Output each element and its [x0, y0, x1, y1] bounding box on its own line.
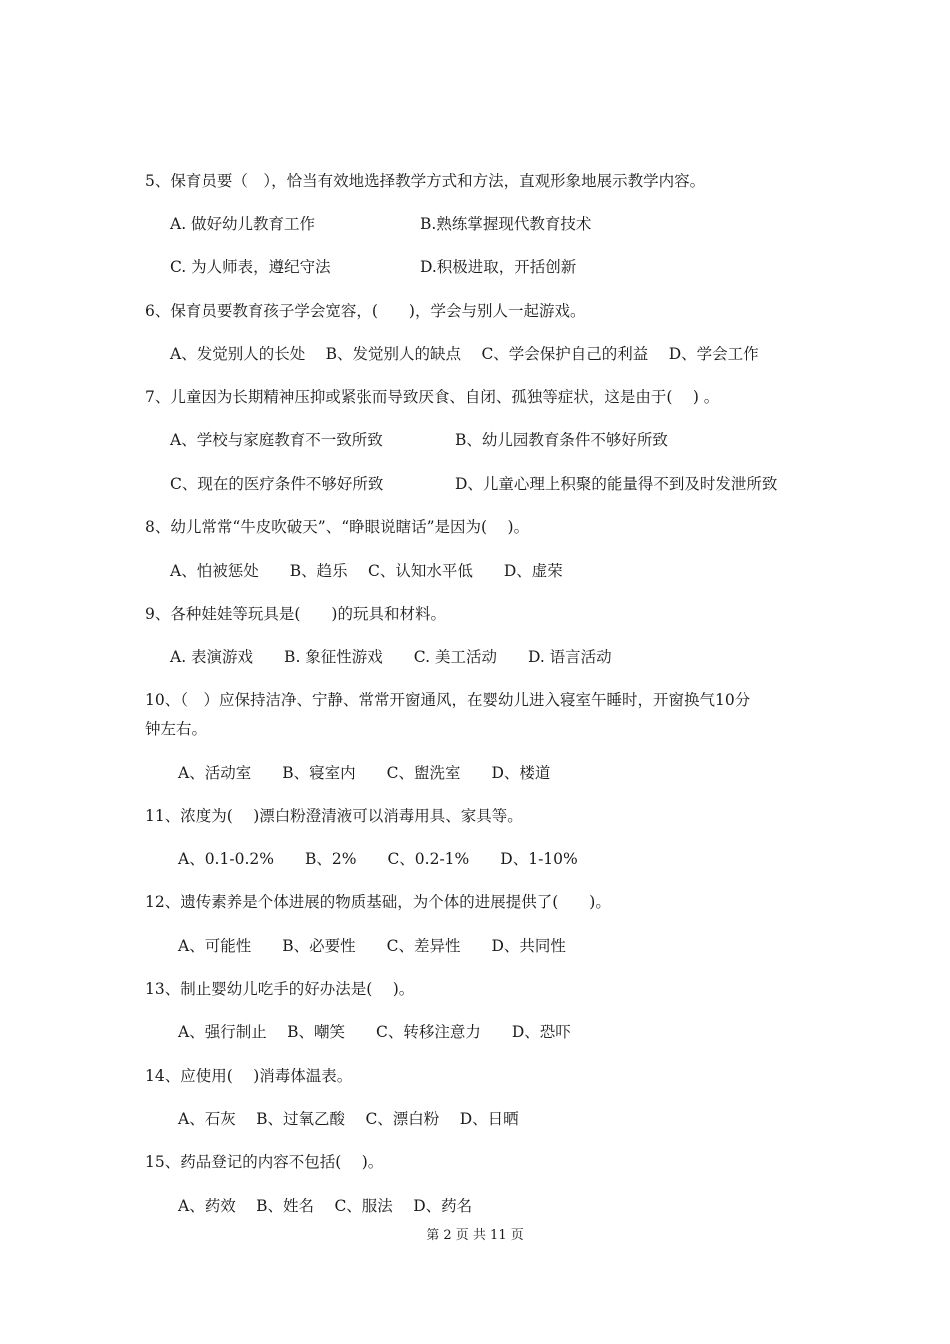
question-13-options: A、强行制止 B、嘲笑 C、转移注意力 D、恐吓 [178, 1023, 571, 1041]
question-11-options: A、0.1-0.2% B、2% C、0.2-1% D、1-10% [178, 850, 578, 868]
question-10-line-2: 钟左右。 [145, 720, 208, 738]
question-9-options: A. 表演游戏 B. 象征性游戏 C. 美工活动 D. 语言活动 [170, 648, 612, 666]
question-8-options: A、怕被惩处 B、趋乐 C、认知水平低 D、虚荣 [170, 562, 563, 580]
question-7-option-c: C、现在的医疗条件不够好所致 [170, 475, 384, 493]
question-6: 6、保育员要教育孩子学会宽容，( )，学会与别人一起游戏。 [145, 302, 586, 320]
question-7-option-b: B、幼儿园教育条件不够好所致 [455, 431, 668, 449]
question-5-option-c: C. 为人师表，遵纪守法 [170, 258, 331, 276]
question-7-option-a: A、学校与家庭教育不一致所致 [170, 431, 383, 449]
question-10-options: A、活动室 B、寝室内 C、盥洗室 D、楼道 [178, 764, 551, 782]
page-number: 第 2 页 共 11 页 [426, 1228, 524, 1243]
question-12-options: A、可能性 B、必要性 C、差异性 D、共同性 [178, 937, 566, 955]
question-11: 11、浓度为( )漂白粉澄清液可以消毒用具、家具等。 [145, 807, 523, 825]
question-5-option-b: B.熟练掌握现代教育技术 [420, 215, 592, 233]
question-12: 12、遗传素养是个体进展的物质基础，为个体的进展提供了( )。 [145, 893, 611, 911]
question-10-line-1: 10、（ ）应保持洁净、宁静、常常开窗通风，在婴幼儿进入寝室午睡时，开窗换气10分 [145, 691, 751, 709]
question-14: 14、应使用( )消毒体温表。 [145, 1067, 353, 1085]
question-15-options: A、药效 B、姓名 C、服法 D、药名 [178, 1197, 473, 1215]
question-7-option-d: D、儿童心理上积聚的能量得不到及时发泄所致 [455, 475, 778, 493]
question-7: 7、儿童因为长期精神压抑或紧张而导致厌食、自闭、孤独等症状，这是由于( ) 。 [145, 388, 720, 406]
question-13: 13、制止婴幼儿吃手的好办法是( )。 [145, 980, 415, 998]
question-5-option-d: D.积极进取，开括创新 [420, 258, 577, 276]
question-14-options: A、石灰 B、过氧乙酸 C、漂白粉 D、日晒 [178, 1110, 519, 1128]
question-5-option-a: A. 做好幼儿教育工作 [170, 215, 316, 233]
question-15: 15、药品登记的内容不包括( )。 [145, 1153, 384, 1171]
question-9: 9、各种娃娃等玩具是( )的玩具和材料。 [145, 605, 446, 623]
question-6-options: A、发觉别人的长处 B、发觉别人的缺点 C、学会保护自己的利益 D、学会工作 [170, 345, 759, 363]
question-5: 5、保育员要（ ），恰当有效地选择教学方式和方法，直观形象地展示教学内容。 [145, 172, 706, 190]
question-8: 8、幼儿常常“牛皮吹破天”、“睁眼说瞎话”是因为( )。 [145, 518, 530, 536]
